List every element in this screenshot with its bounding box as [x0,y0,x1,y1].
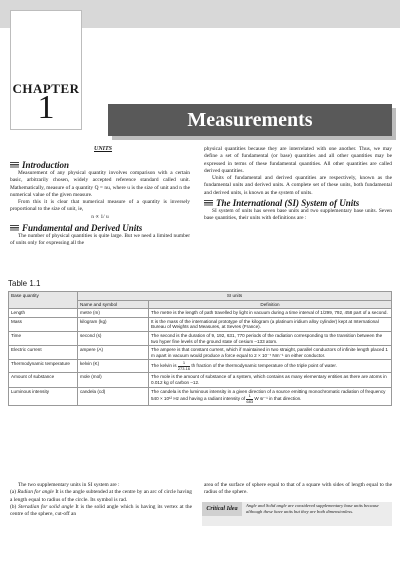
cell-definition: The kelvin is $\frac{1}{273.16}$ th fraction of the thermodynamic temperature of the triple point of water. [149,360,392,373]
right-paragraph-1: physical quantities because they are interrelated with one another. Thus, we may define a set of fundamental (or base) quantities and all other quantities may be expressed in terms of these fundamental quantities. All other quantities are called derived quantities. [204,146,392,174]
right-paragraph-2: Units of fundamental and derived quantities are respectively, known as the fundamental units and derived units. A complete set of these units, both fundamental and derived units, is known as the system of units. [204,175,392,196]
supplementary-units [10,482,192,518]
supplementary-intro: The two supplementary units in SI system are : [18,482,120,488]
chapter-box [10,10,82,130]
cell-quantity: Mass [9,317,78,331]
intro-paragraph-2: From this it is clear that numerical measure of a quantity is inversely proportional to the size of unit, ie, [10,199,190,213]
cell-quantity: Electric current [9,346,78,360]
cell-definition: The mole is the amount of substance of a system, which contains as many elementary entities as there are atoms in 0.012 kg of carbon –12. [149,373,392,387]
table-label: Table 1.1 [8,279,41,288]
cell-unit: kilogram (kg) [78,317,149,331]
intro-paragraph-1: Measurement of any physical quantity involves comparison with a certain basic, arbitrarily chosen, widely accepted reference standard called unit. Mathematically, measure of a quantity Q = nu, where u is the size of unit and n the numerical value of the given measure. [10,170,190,198]
chapter-number: 1 [37,89,55,126]
fundamental-paragraph: The number of physical quantities is quite large. But we need a limited number of units only for expressing all the [10,233,190,247]
table-row [9,346,392,360]
cell-definition: It is the mass of the international prototype of the kilogram (a platinum iridium alloy cylinder) kept at International Bureau of Weights and Measures, at Sevres (France). [149,317,392,331]
cell-unit: metre (m) [78,309,149,318]
right-column [204,146,392,223]
cell-quantity: Amount of substance [9,373,78,387]
left-column [10,160,190,248]
header-name-symbol: Name and symbol [78,300,149,309]
units-heading: UNITS [94,146,113,152]
fraction: $\frac{1}{273.16}$ [177,360,191,371]
cell-definition: The ampere is that constant current, which if maintained in two straight, parallel conductors of infinite length placed 1 m apart in vacuum would produce a force equal to 2 × 10⁻⁷ Nm⁻¹ on either conductor. [149,346,392,360]
steradian-item: (b) Steradian for solid angle It is the solid angle which is having its vertex at the centre of the sphere, cut-off an [10,503,192,518]
header-si-units: SI units [78,292,392,301]
heading-bars-icon [10,225,19,231]
header-definition: Definition [149,300,392,309]
cell-quantity: Time [9,331,78,345]
si-heading: The International (SI) System of Units [204,198,392,208]
radian-item: (a) Radian for angle It is the angle subtended at the centre by an arc of circle having a length equal to radius of the circle. Its symbol is rad. [10,489,192,503]
table-row [9,309,392,318]
intro-heading: Introduction [10,160,190,170]
critical-idea-label: Critical Idea [202,502,242,516]
chapter-label: CHAPTER [12,81,80,96]
steradian-continued: area of the surface of sphere equal to that of a square with sides of length equal to the radius of the sphere. [204,482,392,496]
cell-unit: kelvin (K) [78,360,149,373]
heading-bars-icon [10,162,19,168]
si-units-table [8,291,392,406]
cell-unit: ampere (A) [78,346,149,360]
cell-definition: The second is the duration of 9, 192, 631, 770 periods of the radiation corresponding to the transition between the two hyper fine levels of the ground state of cesium –133 atom. [149,331,392,345]
table-row [9,317,392,331]
fundamental-heading: Fundamental and Derived Units [10,223,190,233]
cell-quantity: Thermodynamic temperature [9,360,78,373]
header-base-quantity: Base quantity [9,292,78,309]
table-row [9,373,392,387]
heading-bars-icon [204,200,213,206]
si-paragraph: SI system of units has seven base units and two supplementary base units. Seven base quantities, their units with definitions are : [204,208,392,222]
chapter-title: Measurements [187,109,313,131]
table-row [9,387,392,406]
formula: n ∝ 1/ u [91,213,109,220]
cell-definition: The metre is the length of path travelled by light in vacuum during a time interval of 1/299, 792, 458 part of a second. [149,309,392,318]
cell-definition: The candela is the luminous intensity in a given direction of a source emitting monochromatic radiation of frequency 540 × 10¹² Hz and having a radiant intensity of $\frac{1}{683}$ W sr⁻¹ in that direction. [149,387,392,406]
fraction: $\frac{1}{683}$ [246,393,254,404]
chapter-title-bar [108,104,392,136]
cell-quantity: Length [9,309,78,318]
cell-quantity: Luminous intensity [9,387,78,406]
cell-unit: mole (mol) [78,373,149,387]
cell-unit: candela (cd) [78,387,149,406]
critical-idea-text: Angle and Solid angle are considered supplementary base units because although these have units but they are both dimensionless. [246,503,379,514]
cell-unit: second (s) [78,331,149,345]
table-row [9,360,392,373]
table-row [9,331,392,345]
